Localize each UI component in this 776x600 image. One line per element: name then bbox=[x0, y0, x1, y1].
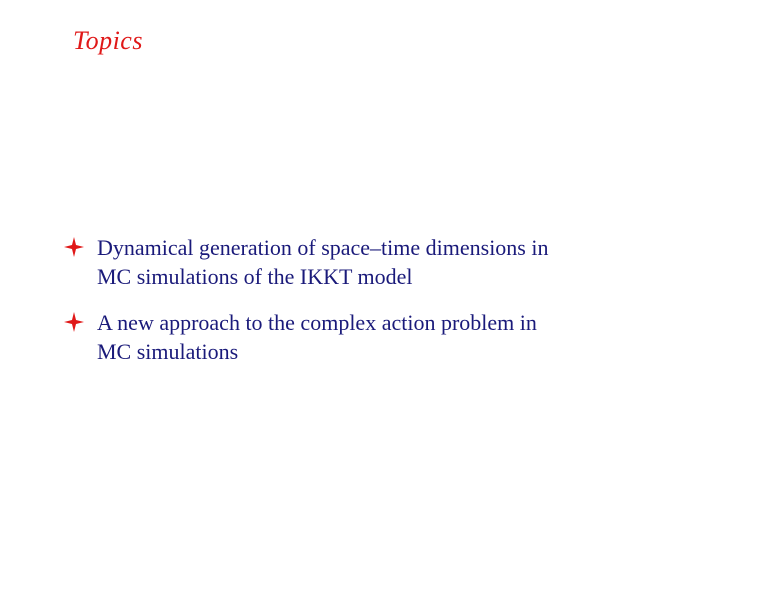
bullet-item bbox=[62, 233, 702, 291]
bullet-text-line: A new approach to the complex action problem in bbox=[97, 310, 537, 335]
bullet-text-line: Dynamical generation of space–time dimensions in bbox=[97, 235, 549, 260]
bullet-item bbox=[62, 308, 702, 366]
bullet-text-line: MC simulations bbox=[97, 339, 239, 364]
slide-title: Topics bbox=[73, 26, 143, 55]
bullet-list bbox=[62, 233, 702, 383]
four-point-star-icon bbox=[62, 308, 86, 336]
bullet-text-line: MC simulations of the IKKT model bbox=[97, 264, 413, 289]
four-point-star-icon bbox=[62, 233, 86, 261]
